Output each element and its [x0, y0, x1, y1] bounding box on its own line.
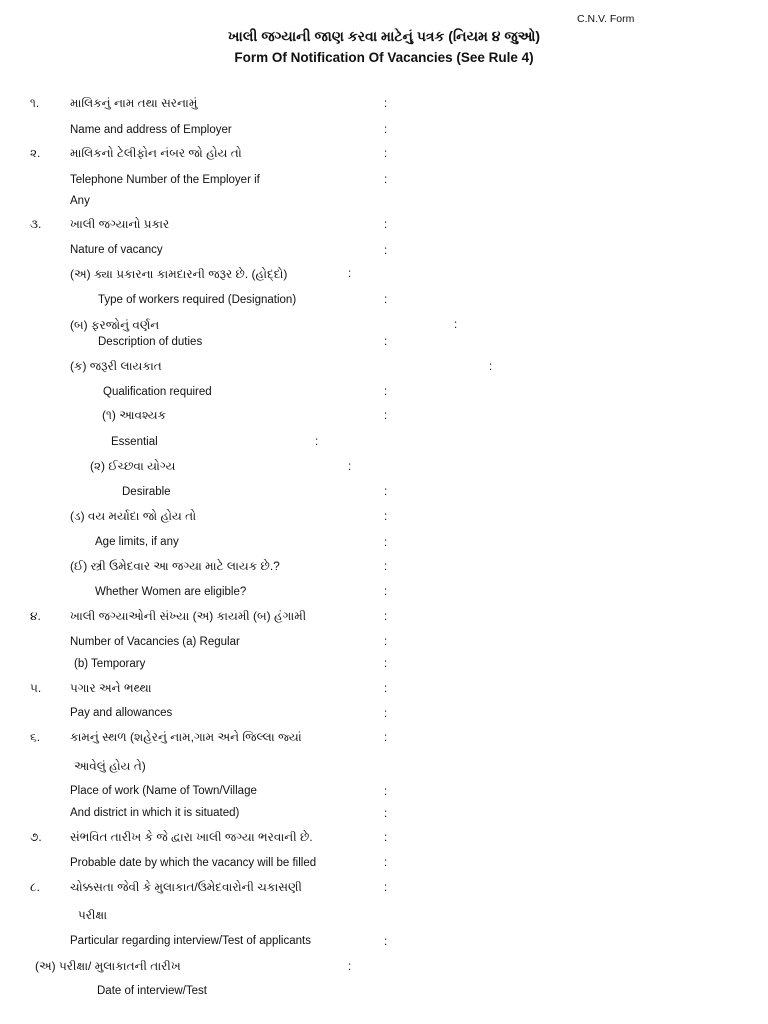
form-code-label: C.N.V. Form — [577, 13, 635, 25]
item-8a-label-english: Date of interview/Test — [97, 985, 207, 997]
item-6-en2-colon: : — [384, 808, 388, 820]
item-3a-label-gujarati: (અ) ક્યા પ્રકારના કામદારની જરૂર છે. (હોદ્દો) — [70, 267, 288, 281]
item-8-number: ૮. — [30, 880, 40, 894]
item-7-label-gujarati: સંભવિત તારીખ કે જે દ્વારા ખાલી જગ્યા ભરવાની છે. — [70, 830, 313, 844]
item-8a-colon: : — [348, 961, 352, 973]
item-3b-label-gujarati: (બ) ફરજોનું વર્ણન — [70, 318, 160, 332]
item-3d-label-english: Age limits, if any — [95, 536, 179, 548]
item-3a-colon: : — [348, 268, 352, 280]
item-7-colon: : — [384, 832, 388, 844]
item-3e-label-english: Whether Women are eligible? — [95, 586, 247, 598]
item-6-label-gujarati: કામનું સ્થળ (શહેરનું નામ,ગામ અને જિલ્લા જ્યાં — [70, 730, 302, 744]
item-2-number: ૨. — [30, 146, 41, 160]
item-3c2-en-colon: : — [384, 486, 388, 498]
item-5-colon: : — [384, 683, 388, 695]
item-6-number: ૬. — [30, 730, 41, 744]
item-8a-label-gujarati: (અ) પરીક્ષા/ મુલાકાતની તારીખ — [35, 959, 181, 973]
item-3e-en-colon: : — [384, 586, 388, 598]
item-3b-en-colon: : — [384, 336, 388, 348]
item-3c-en-colon: : — [384, 386, 388, 398]
item-8-colon: : — [384, 882, 388, 894]
item-6-label-gujarati-cont: આવેલું હોય તે) — [74, 759, 146, 773]
item-6-label-english: Place of work (Name of Town/Village — [70, 785, 257, 797]
item-1-label-gujarati: માલિકનું નામ તથા સરનામું — [70, 96, 198, 110]
item-1-colon: : — [384, 98, 388, 110]
item-3-number: ૩. — [30, 217, 42, 231]
item-3-en-colon: : — [384, 245, 388, 257]
item-3b-label-english: Description of duties — [98, 336, 203, 348]
item-4-label-gujarati: ખાલી જગ્યાઓની સંખ્યા (અ) કાયમી (બ) હંગામી — [70, 609, 307, 623]
item-6-en-colon: : — [384, 786, 388, 798]
item-6-colon: : — [384, 732, 388, 744]
item-8-label-gujarati: ચોક્કસતા જેવી કે મુલાકાત/ઉમેદવારોની ચકાસણી — [70, 880, 302, 894]
item-2-label-english: Telephone Number of the Employer if — [70, 174, 260, 186]
item-3c2-label-gujarati: (૨) ઈચ્છવા યોગ્ય — [90, 459, 176, 473]
item-3d-label-gujarati: (ડ) વય મર્યાદા જો હોય તો — [70, 509, 197, 523]
item-2-label-gujarati: માલિકનો ટેલીફોન નંબર જો હોય તો — [70, 146, 242, 160]
item-1-label-english: Name and address of Employer — [70, 124, 232, 136]
item-3d-en-colon: : — [384, 537, 388, 549]
item-3-label-gujarati: ખાલી જગ્યાનો પ્રકાર — [70, 217, 170, 231]
item-5-label-english: Pay and allowances — [70, 707, 173, 719]
item-4-temporary-colon: : — [384, 658, 388, 670]
item-5-en-colon: : — [384, 708, 388, 720]
item-8-en-colon: : — [384, 936, 388, 948]
item-3c-label-gujarati: (ક) જરૂરી લાયકાત — [70, 359, 162, 373]
item-4-number: ૪. — [30, 609, 41, 623]
item-3c1-en-colon: : — [315, 436, 319, 448]
item-2-en-colon: : — [384, 174, 388, 186]
item-3e-colon: : — [384, 561, 388, 573]
item-3c-label-english: Qualification required — [103, 386, 212, 398]
item-5-label-gujarati: પગાર અને ભથ્થા — [70, 681, 152, 695]
item-3b-colon: : — [454, 319, 458, 331]
item-4-colon: : — [384, 611, 388, 623]
item-1-en-colon: : — [384, 124, 388, 136]
item-3a-label-english: Type of workers required (Designation) — [98, 294, 297, 306]
item-2-label-english-cont: Any — [70, 195, 90, 207]
item-4-label-english-temporary: (b) Temporary — [74, 658, 146, 670]
item-3c2-label-english: Desirable — [122, 486, 171, 498]
item-3c-colon: : — [489, 361, 493, 373]
item-3a-en-colon: : — [384, 294, 388, 306]
item-2-colon: : — [384, 148, 388, 160]
item-3c1-colon: : — [384, 410, 388, 422]
item-1-number: ૧. — [30, 96, 40, 110]
item-3e-label-gujarati: (ઈ) સ્ત્રી ઉમેદવાર આ જગ્યા માટે લાયક છે.? — [70, 559, 280, 573]
item-3c2-colon: : — [348, 461, 352, 473]
page-title-english: Form Of Notification Of Vacancies (See Rule 4) — [234, 50, 534, 65]
item-6-label-english-cont: And district in which it is situated) — [70, 807, 240, 819]
item-3-label-english: Nature of vacancy — [70, 244, 163, 256]
item-4-label-english: Number of Vacancies (a) Regular — [70, 636, 240, 648]
item-8-label-gujarati-cont: પરીક્ષા — [78, 908, 108, 922]
item-5-number: ૫. — [30, 681, 42, 695]
item-7-en-colon: : — [384, 857, 388, 869]
page-title-gujarati: ખાલી જગ્યાની જાણ કરવા માટેનું પત્રક (નિયમ ૪ જુઓ) — [227, 28, 541, 44]
item-3c1-label-english: Essential — [111, 436, 158, 448]
item-7-number: ૭. — [30, 830, 42, 844]
item-3-colon: : — [384, 219, 388, 231]
item-3c1-label-gujarati: (૧) આવશ્યક — [102, 408, 167, 422]
item-4-en-colon: : — [384, 636, 388, 648]
item-8-label-english: Particular regarding interview/Test of applicants — [70, 935, 311, 947]
item-3d-colon: : — [384, 511, 388, 523]
item-7-label-english: Probable date by which the vacancy will be filled — [70, 857, 317, 869]
